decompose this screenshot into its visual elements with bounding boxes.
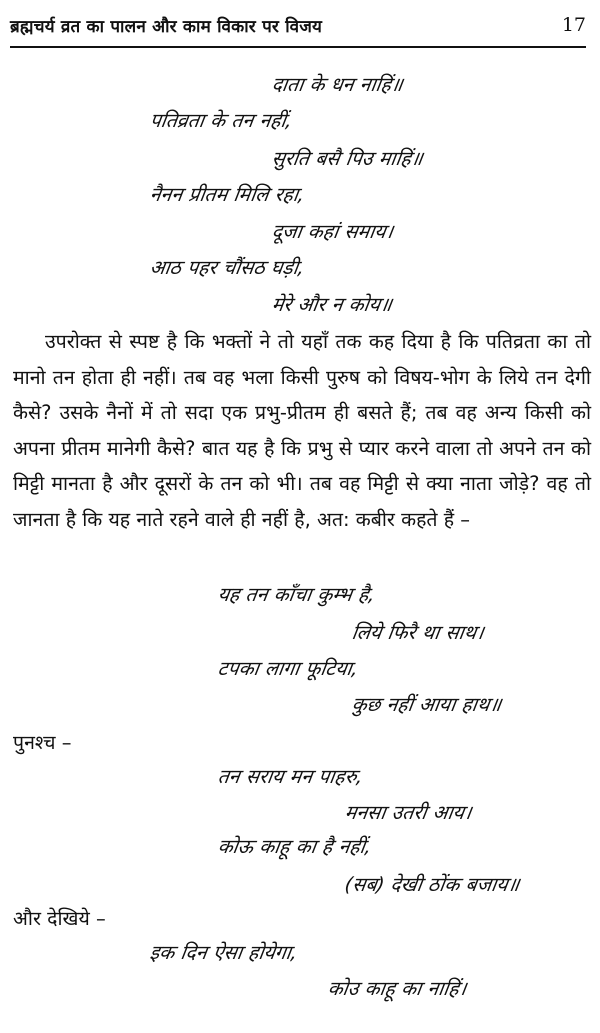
verse-line: कुछ नहीं आया हाथ॥ bbox=[350, 693, 503, 716]
section-intro: पुनश्च – bbox=[13, 731, 72, 754]
verse-line: तन सराय मन पाहरु, bbox=[216, 765, 365, 788]
verse-line: मेरे और न कोय॥ bbox=[270, 293, 394, 316]
verse-line: इक दिन ऐसा होयेगा, bbox=[148, 941, 299, 964]
verse-line: दूजा कहां समाय। bbox=[270, 220, 395, 243]
verse-line: यह तन काँचा कुम्भ है, bbox=[216, 583, 377, 606]
body-paragraph: उपरोक्त से स्पष्ट है कि भक्तों ने तो यहाँ तक कह दिया है कि पतिव्रता का तो मानो तन होता ही नहीं। तब वह भला किसी पुरुष को विषय-भोग के लिये तन देगी कैसे? उसके नैनों में तो सदा एक प्रभु-प्रीतम ही बसते हैं; तब वह अन्य किसी को अपना प्रीतम मानेगी कैसे? बात यह है कि प्रभु से प्यार करने वाला तो अपने तन को मिट्टी मानता है और दूसरों के तन को भी। तब वह मिट्टी से क्या नाता जोड़े? वह तो जानता है कि यह नाते रहने वाले ही नहीं है, अत: कबीर कहते हैं – bbox=[13, 330, 591, 531]
verse-line: सुरति बसै पिउ माहिं॥ bbox=[270, 147, 425, 170]
verse-line: पतिव्रता के तन नहीं, bbox=[148, 109, 294, 132]
page-header bbox=[10, 12, 586, 48]
verse-line: मनसा उतरी आय। bbox=[343, 801, 474, 824]
verse-line: कोऊ काहू का है नहीं, bbox=[216, 835, 373, 858]
verse-line: लिये फिरै था साथ। bbox=[350, 621, 486, 644]
verse-line: आठ पहर चौंसठ घड़ी, bbox=[148, 256, 306, 279]
section-intro: और देखिये – bbox=[13, 907, 106, 930]
running-title: ब्रह्मचर्य व्रत का पालन और काम विकार पर विजय bbox=[10, 17, 323, 37]
verse-line: टपका लागा फूटिया, bbox=[216, 657, 360, 680]
verse-line: कोउ काहू का नाहिं। bbox=[326, 977, 468, 1000]
verse-line: नैनन प्रीतम मिलि रहा, bbox=[148, 183, 307, 206]
verse-line: दाता के धन नाहिं॥ bbox=[270, 73, 405, 96]
page-number: 17 bbox=[561, 14, 586, 36]
verse-line: (सब) देखी ठोंक बजाय॥ bbox=[343, 873, 521, 896]
